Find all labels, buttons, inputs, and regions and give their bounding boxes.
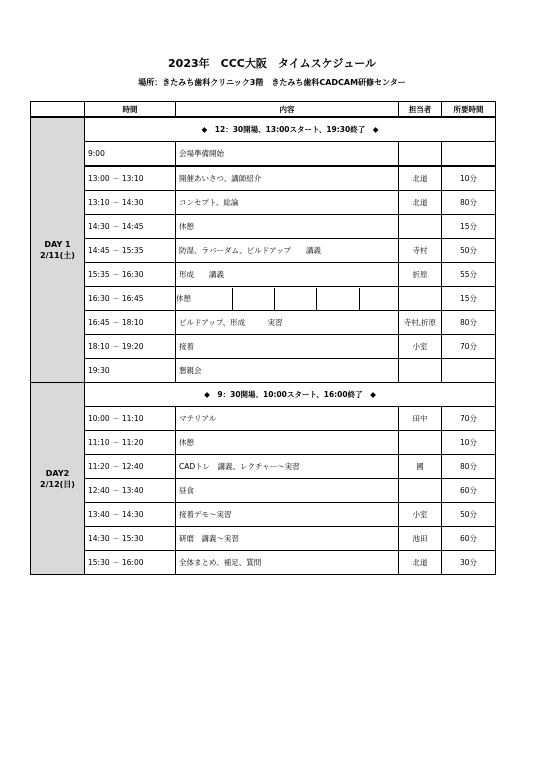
person-cell (399, 479, 442, 503)
header-time: 時間 (85, 102, 176, 118)
person-cell: 小室 (399, 503, 442, 527)
day2-label-cell (31, 383, 85, 575)
table-row (31, 215, 496, 239)
content-cell (176, 287, 399, 311)
content-cell: コンセプト、総論 (176, 191, 399, 215)
content-cell: 研磨 講義～実習 (176, 527, 399, 551)
table-row (31, 287, 496, 311)
time-cell: 13:10 － 14:30 (85, 191, 176, 215)
duration-cell: 15分 (442, 287, 496, 311)
table-row (31, 191, 496, 215)
header-person: 担当者 (399, 102, 442, 118)
content-cell: 休憩 (176, 431, 399, 455)
table-row (31, 142, 496, 167)
time-cell: 16:30 － 16:45 (85, 287, 176, 311)
table-row (31, 455, 496, 479)
day2-label: DAY2 (45, 468, 70, 478)
time-cell: 12:40 － 13:40 (85, 479, 176, 503)
table-row (31, 311, 496, 335)
duration-cell: 50分 (442, 239, 496, 263)
content-cell: 懇親会 (176, 359, 399, 383)
subgrid-cell (232, 288, 274, 310)
content-cell: 防湿、ラバーダム、ビルドアップ 講義 (176, 239, 399, 263)
table-row (31, 407, 496, 431)
duration-cell: 15分 (442, 215, 496, 239)
time-cell: 15:30 － 16:00 (85, 551, 176, 575)
content-cell: 休憩 (176, 215, 399, 239)
page-title: 2023年 CCC大阪 タイムスケジュール (168, 57, 376, 70)
time-cell: 19:30 (85, 359, 176, 383)
table-row (31, 431, 496, 455)
duration-cell: 70分 (442, 335, 496, 359)
duration-cell (442, 359, 496, 383)
table-row (31, 335, 496, 359)
duration-cell: 50分 (442, 503, 496, 527)
table-row (31, 359, 496, 383)
content-cell: 開催あいさつ、講師紹介 (176, 166, 399, 191)
table-row (31, 503, 496, 527)
content-cell: 形成 講義 (176, 263, 399, 287)
subgrid-cell (274, 288, 316, 310)
time-cell: 14:30 － 14:45 (85, 215, 176, 239)
table-row (31, 239, 496, 263)
person-cell: 寺村 (399, 239, 442, 263)
person-cell (399, 431, 442, 455)
person-cell: 田中 (399, 407, 442, 431)
time-cell: 16:45 － 18:10 (85, 311, 176, 335)
content-cell: CADトレ 講義、レクチャー～実習 (176, 455, 399, 479)
content-cell: マテリアル (176, 407, 399, 431)
time-cell: 15:35 － 16:30 (85, 263, 176, 287)
time-cell: 9:00 (85, 142, 176, 167)
duration-cell: 55分 (442, 263, 496, 287)
day2-banner-row (31, 383, 496, 407)
day1-banner: ◆ 12：30開場、13:00スタート、19:30終了 ◆ (85, 117, 496, 142)
content-cell: ビルドアップ、形成 実習 (176, 311, 399, 335)
break-subgrid (176, 288, 399, 310)
header-content: 内容 (176, 102, 399, 118)
duration-cell: 70分 (442, 407, 496, 431)
table-row (31, 551, 496, 575)
schedule-table (30, 101, 496, 575)
content-cell: 接着 (176, 335, 399, 359)
person-cell: 北道 (399, 551, 442, 575)
duration-cell: 80分 (442, 191, 496, 215)
day1-label: DAY 1 (44, 240, 71, 249)
venue-subtitle: 場所：きたみち歯科クリニック3階 きたみち歯科CADCAM研修センター (138, 78, 406, 87)
person-cell (399, 215, 442, 239)
time-cell: 11:10 － 11:20 (85, 431, 176, 455)
person-cell: 北道 (399, 191, 442, 215)
subgrid-cell (316, 288, 358, 310)
time-cell: 10:00 － 11:10 (85, 407, 176, 431)
header-day (31, 102, 85, 118)
content-cell: 接着デモ～実習 (176, 503, 399, 527)
table-row (31, 263, 496, 287)
header-duration: 所要時間 (442, 102, 496, 118)
time-cell: 13:00 － 13:10 (85, 166, 176, 191)
content-cell: 昼食 (176, 479, 399, 503)
person-cell (399, 287, 442, 311)
duration-cell (442, 142, 496, 167)
day2-date: 2/12(日) (40, 479, 75, 489)
duration-cell: 30分 (442, 551, 496, 575)
person-cell: 折原 (399, 263, 442, 287)
day1-label-cell (31, 117, 85, 383)
duration-cell: 80分 (442, 455, 496, 479)
day1-date: 2/11(土) (40, 251, 75, 260)
person-cell (399, 359, 442, 383)
day1-banner-row (31, 117, 496, 142)
duration-cell: 10分 (442, 431, 496, 455)
content-cell: 全体まとめ、補足、質問 (176, 551, 399, 575)
table-row (31, 166, 496, 191)
person-cell: 小室 (399, 335, 442, 359)
time-cell: 11:20 － 12:40 (85, 455, 176, 479)
duration-cell: 60分 (442, 527, 496, 551)
person-cell (399, 142, 442, 167)
time-cell: 14:30 － 15:30 (85, 527, 176, 551)
day2-banner: ◆ 9：30開場、10:00スタート、16:00終了 ◆ (85, 383, 496, 407)
duration-cell: 10分 (442, 166, 496, 191)
duration-cell: 60分 (442, 479, 496, 503)
table-row (31, 527, 496, 551)
time-cell: 18:10 － 19:20 (85, 335, 176, 359)
duration-cell: 80分 (442, 311, 496, 335)
time-cell: 14:45 － 15:35 (85, 239, 176, 263)
content-text: 休憩 (176, 294, 191, 303)
person-cell: 寺村,折原 (399, 311, 442, 335)
table-row (31, 479, 496, 503)
time-cell: 13:40 － 14:30 (85, 503, 176, 527)
person-cell: 國 (399, 455, 442, 479)
content-cell: 会場準備開始 (176, 142, 399, 167)
person-cell: 池田 (399, 527, 442, 551)
person-cell: 北道 (399, 166, 442, 191)
subgrid-cell (359, 288, 399, 310)
table-header-row (31, 102, 496, 118)
